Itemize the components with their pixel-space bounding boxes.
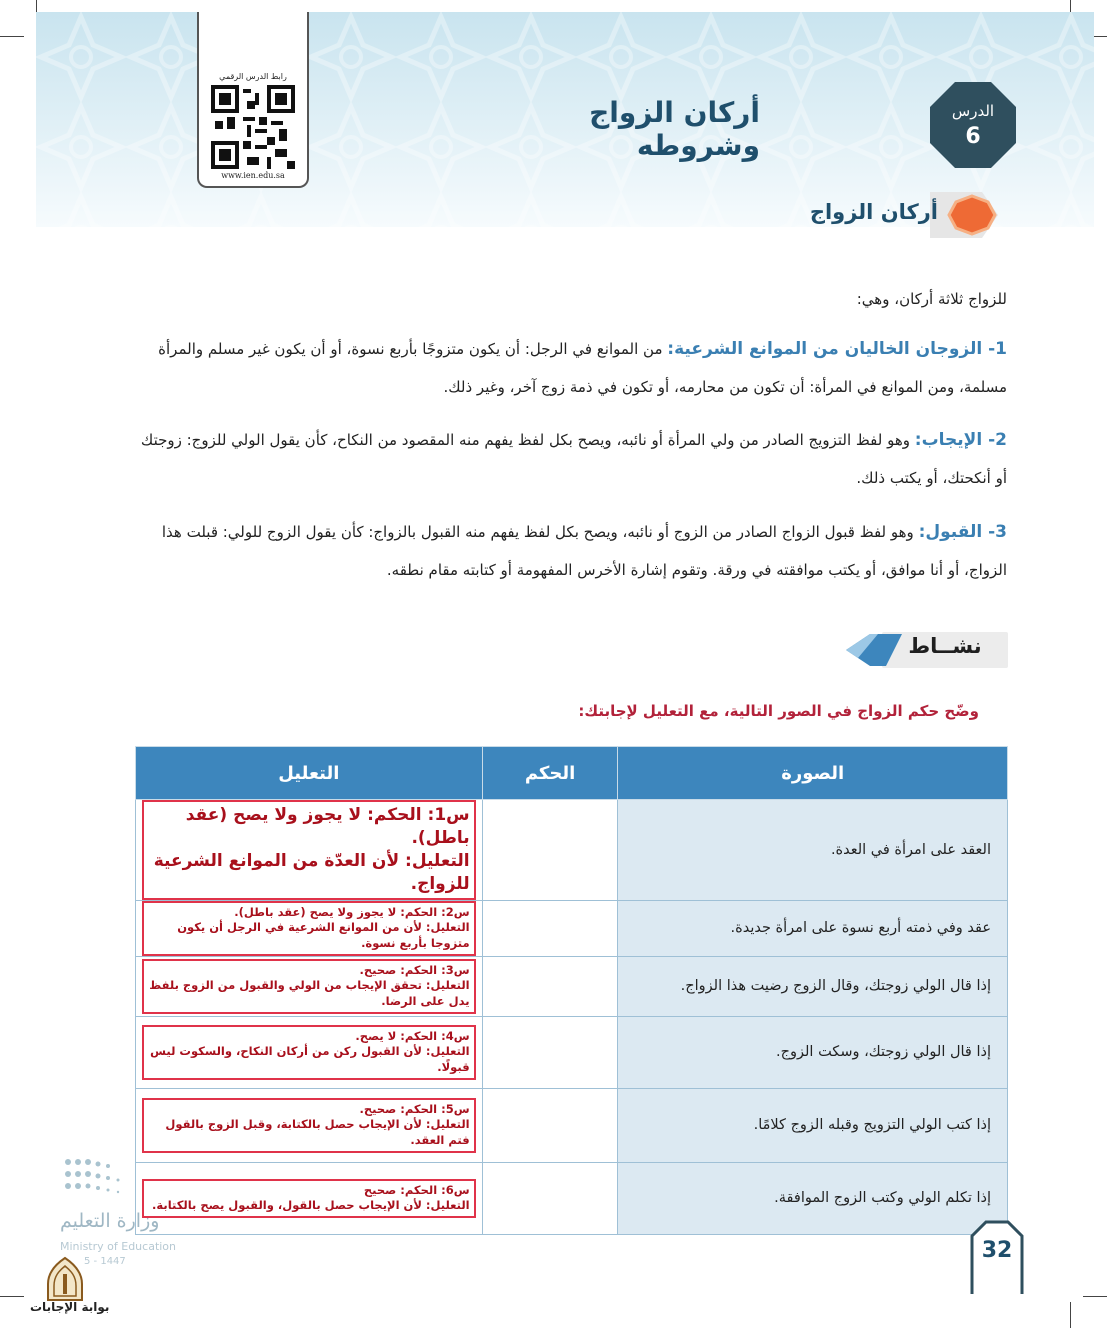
- table-row: [136, 1088, 1008, 1162]
- crop-mark: [1070, 1302, 1071, 1328]
- case-cell: إذا كتب الولي التزويج وقبله الزوج كلامًا.: [618, 1088, 1008, 1162]
- portal-logo-icon: [44, 1256, 86, 1302]
- ministry-name-english: Ministry of Education: [60, 1240, 177, 1253]
- qr-code-panel[interactable]: [197, 12, 309, 188]
- lesson-badge: [928, 80, 1018, 170]
- answer-box: [142, 1098, 476, 1153]
- answer-box: [142, 1025, 476, 1080]
- pillar-3-text: وهو لفظ قبول الزواج الصادر من الزوج أو نائبه، ويصح بكل لفظ يفهم منه القبول بالزواج: كأن يقول الزوج للولي: قبلت هذا الزواج، أو أنا موافق، أو يكتب موافقته في ورقة. وتقوم إشارة الأخرس المفهومة أو كتابته مقام نطقه.: [161, 523, 1007, 579]
- answer-box: [142, 901, 476, 956]
- qr-code-icon[interactable]: [211, 85, 295, 169]
- activity-label: نشــاط: [908, 634, 982, 658]
- reason-cell[interactable]: [136, 1088, 483, 1162]
- table-row: [136, 1016, 1008, 1088]
- table-row: [136, 1162, 1008, 1234]
- reason-cell[interactable]: [136, 1016, 483, 1088]
- section-title: أركان الزواج: [809, 200, 938, 224]
- ruling-cell[interactable]: [482, 1088, 618, 1162]
- reason-cell[interactable]: [136, 900, 483, 956]
- answer-reason: التعليل: تحقق الإيجاب من الولي والقبول من الزوج بلفظ يدل على الرضا.: [149, 978, 470, 1008]
- crop-mark: [0, 1296, 24, 1297]
- pillar-1-heading: 1- الزوجان الخاليان من الموانع الشرعية:: [667, 339, 1007, 359]
- activity-instruction: وضّح حكم الزواج في الصور التالية، مع التعليل لإجابتك:: [578, 702, 979, 720]
- qr-label: رابط الدرس الرقمي: [219, 72, 287, 81]
- pillar-2-text: وهو لفظ التزويج الصادر من ولي المرأة أو نائبه، ويصح بكل لفظ يفهم منه المقصود من النكاح، كأن يقول الولي للزوج: زوجتك أو أنكحتك، أو يكتب ذلك.: [140, 431, 1007, 487]
- lesson-title: أركان الزواج وشروطه: [589, 96, 760, 162]
- pillar-1: [137, 330, 1007, 406]
- intro-text: للزواج ثلاثة أركان، وهي:: [856, 290, 1007, 308]
- lesson-word: الدرس: [951, 102, 995, 120]
- ruling-cell[interactable]: [482, 1162, 618, 1234]
- table-row: [136, 900, 1008, 956]
- ruling-cell[interactable]: [482, 1016, 618, 1088]
- pillar-3-heading: 3- القبول:: [918, 522, 1007, 542]
- column-header-ruling: الحكم: [482, 747, 618, 800]
- ruling-cell[interactable]: [482, 900, 618, 956]
- answer-ruling: س2: الحكم: لا يجوز ولا يصح (عقد باطل).: [234, 904, 470, 919]
- answer-ruling: س1: الحكم: لا يجوز ولا يصح (عقد باطل).: [185, 805, 470, 848]
- case-cell: العقد على امرأة في العدة.: [618, 800, 1008, 901]
- reason-cell[interactable]: [136, 956, 483, 1016]
- answer-ruling: س3: الحكم: صحيح.: [359, 962, 470, 977]
- case-cell: عقد وفي ذمته أربع نسوة على امرأة جديدة.: [618, 900, 1008, 956]
- activity-table: [135, 746, 1008, 1235]
- page-number: 32: [981, 1238, 1013, 1263]
- case-cell: إذا قال الولي زوجتك، وقال الزوج رضيت هذا الزواج.: [618, 956, 1008, 1016]
- answer-reason: التعليل: لأن من الموانع الشرعية في الرجل أن يكون متزوجا بأربع نسوة.: [177, 920, 470, 950]
- answer-reason: التعليل: لأن الإيجاب حصل بالقول، والقبول يصح بالكتابة.: [152, 1198, 470, 1213]
- answer-reason: التعليل: لأن القبول ركن من أركان النكاح، والسكوت ليس قبولًا.: [150, 1044, 470, 1074]
- pillar-1-text: من الموانع في الرجل: أن يكون متزوجًا بأربع نسوة، أو أن يكون غير مسلم والمرأة مسلمة، ومن الموانع في المرأة: أن تكون من محارمه، أو تكون في ذمة زوج آخر، وغير ذلك.: [158, 340, 1007, 396]
- lesson-number: 6: [965, 124, 981, 149]
- column-header-reason: التعليل: [136, 747, 483, 800]
- table-header-row: [136, 747, 1008, 800]
- pillar-3: [137, 513, 1007, 589]
- answer-reason: التعليل: لأن العدّة من الموانع الشرعية للزواج.: [153, 850, 470, 894]
- answer-ruling: س6: الحكم: صحيح: [363, 1182, 470, 1197]
- case-cell: إذا قال الولي زوجتك، وسكت الزوج.: [618, 1016, 1008, 1088]
- ministry-dots-icon: [62, 1156, 202, 1196]
- table-row: [136, 800, 1008, 901]
- ministry-name-arabic: وزارة التعليم: [60, 1210, 160, 1232]
- portal-name[interactable]: بوابة الإجابات: [30, 1300, 110, 1314]
- pillar-2-heading: 2- الإيجاب:: [914, 430, 1007, 450]
- answer-box: [142, 959, 476, 1014]
- ruling-cell[interactable]: [482, 956, 618, 1016]
- answer-reason: التعليل: لأن الإيجاب حصل بالكتابة، وقبل الزوج بالقول فتم العقد.: [165, 1117, 470, 1147]
- answer-ruling: س5: الحكم: صحيح.: [359, 1101, 470, 1116]
- qr-url[interactable]: www.ien.edu.sa: [221, 171, 285, 180]
- column-header-case: الصورة: [618, 747, 1008, 800]
- table-row: [136, 956, 1008, 1016]
- case-cell: إذا تكلم الولي وكتب الزوج الموافقة.: [618, 1162, 1008, 1234]
- answer-box: [142, 800, 476, 900]
- pillar-2: [137, 421, 1007, 497]
- answer-ruling: س4: الحكم: لا يصح.: [355, 1028, 470, 1043]
- crop-mark: [1083, 1296, 1107, 1297]
- edition-year: 5 - 1447: [84, 1256, 126, 1267]
- ruling-cell[interactable]: [482, 800, 618, 901]
- crop-mark: [0, 36, 24, 37]
- reason-cell[interactable]: [136, 800, 483, 901]
